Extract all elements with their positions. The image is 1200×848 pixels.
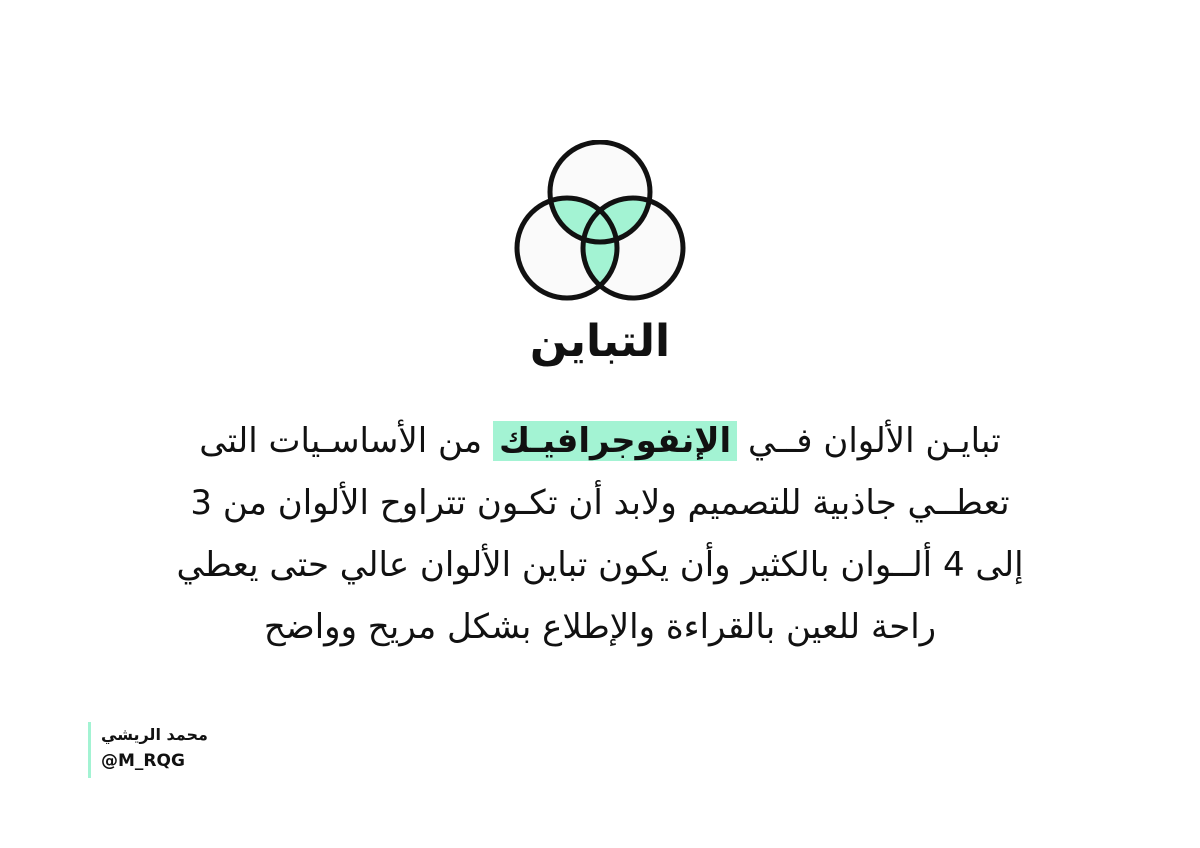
author-name: محمد الريشي <box>101 725 208 744</box>
body-line-1 <box>150 410 1050 472</box>
highlighted-word: الإنفوجرافيـك <box>493 421 737 461</box>
author-credit <box>88 722 208 778</box>
body-line-1-start: تبايـن الألوان فــي <box>737 421 1001 461</box>
page-title: التباين <box>529 316 671 367</box>
venn-diagram-icon <box>510 140 690 310</box>
author-handle: @M_RQG <box>101 751 185 771</box>
body-line-1-end: من الأساسـيات التى <box>199 421 493 461</box>
body-line-3: إلى 4 ألــوان بالكثير وأن يكون تباين الألوان عالي حتى يعطي <box>176 545 1024 585</box>
body-line-4: راحة للعين بالقراءة والإطلاع بشكل مريح وواضح <box>263 607 937 647</box>
body-paragraph <box>150 410 1050 658</box>
body-line-2: تعطــي جاذبية للتصميم ولابد أن تكـون تتراوح الألوان من 3 <box>190 483 1010 523</box>
